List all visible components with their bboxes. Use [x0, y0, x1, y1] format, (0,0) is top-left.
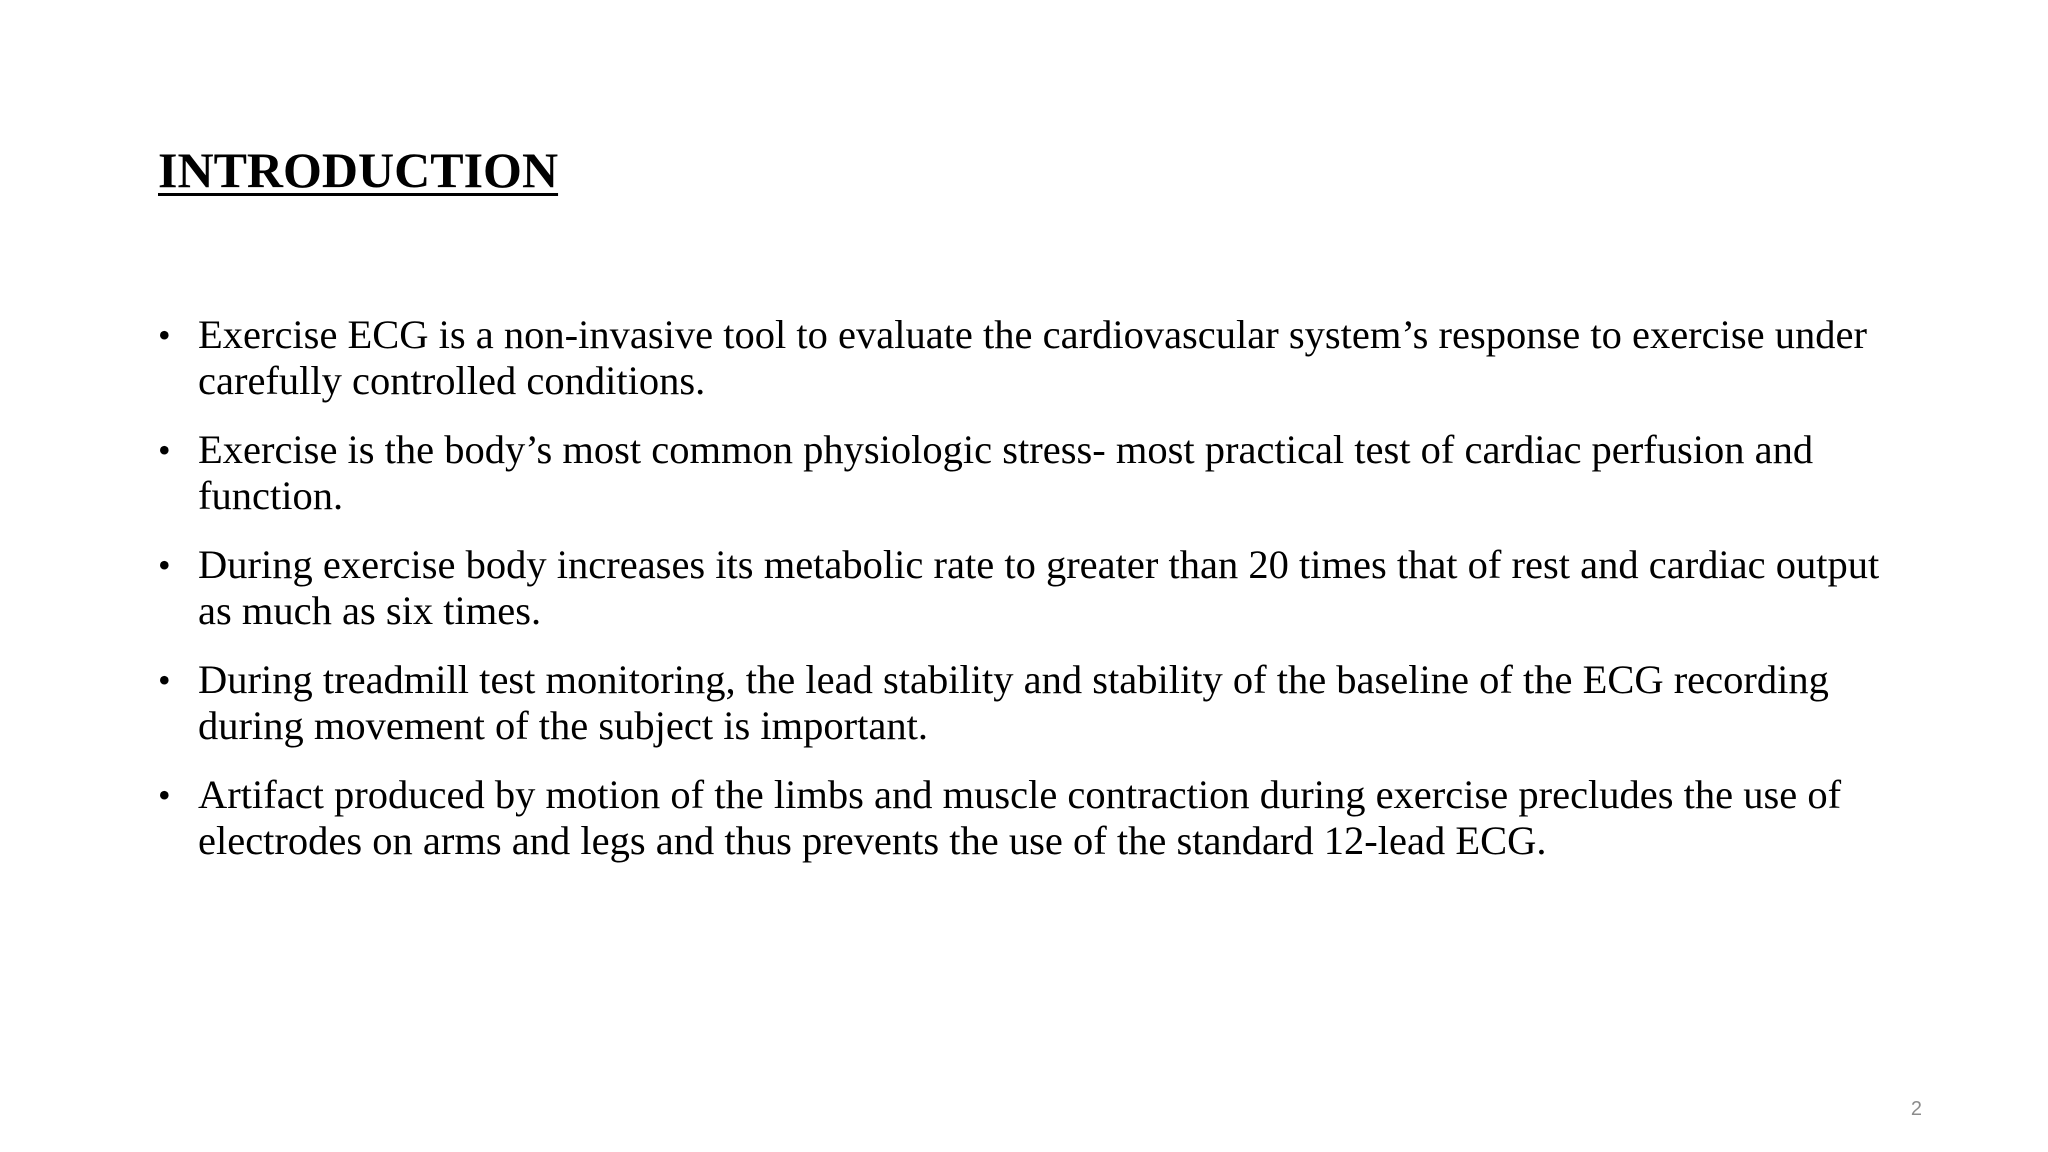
bullet-text: Artifact produced by motion of the limbs and muscle contraction during exercise precludes the use of electrodes on arms and legs and thus prevents the use of the standard 12-lead ECG. [198, 772, 1842, 863]
bullet-marker: • [158, 315, 171, 355]
bullet-item [158, 772, 1918, 864]
bullet-list [158, 312, 1918, 887]
bullet-text: Exercise ECG is a non-invasive tool to evaluate the cardiovascular system’s response to exercise under carefully controlled conditions. [198, 312, 1867, 403]
bullet-text: Exercise is the body’s most common physiologic stress- most practical test of cardiac perfusion and function. [198, 427, 1814, 518]
bullet-item [158, 427, 1918, 519]
bullet-marker: • [158, 775, 171, 815]
bullet-item [158, 542, 1918, 634]
bullet-marker: • [158, 430, 171, 470]
page-number: 2 [1910, 1098, 1922, 1120]
bullet-marker: • [158, 660, 171, 700]
slide-title: INTRODUCTION [158, 142, 559, 198]
bullet-text: During exercise body increases its metabolic rate to greater than 20 times that of rest and cardiac output as much as six times. [198, 542, 1880, 633]
bullet-text: During treadmill test monitoring, the lead stability and stability of the baseline of the ECG recording during movement of the subject is important. [198, 657, 1829, 748]
bullet-item [158, 312, 1918, 404]
bullet-item [158, 657, 1918, 749]
bullet-marker: • [158, 545, 171, 585]
